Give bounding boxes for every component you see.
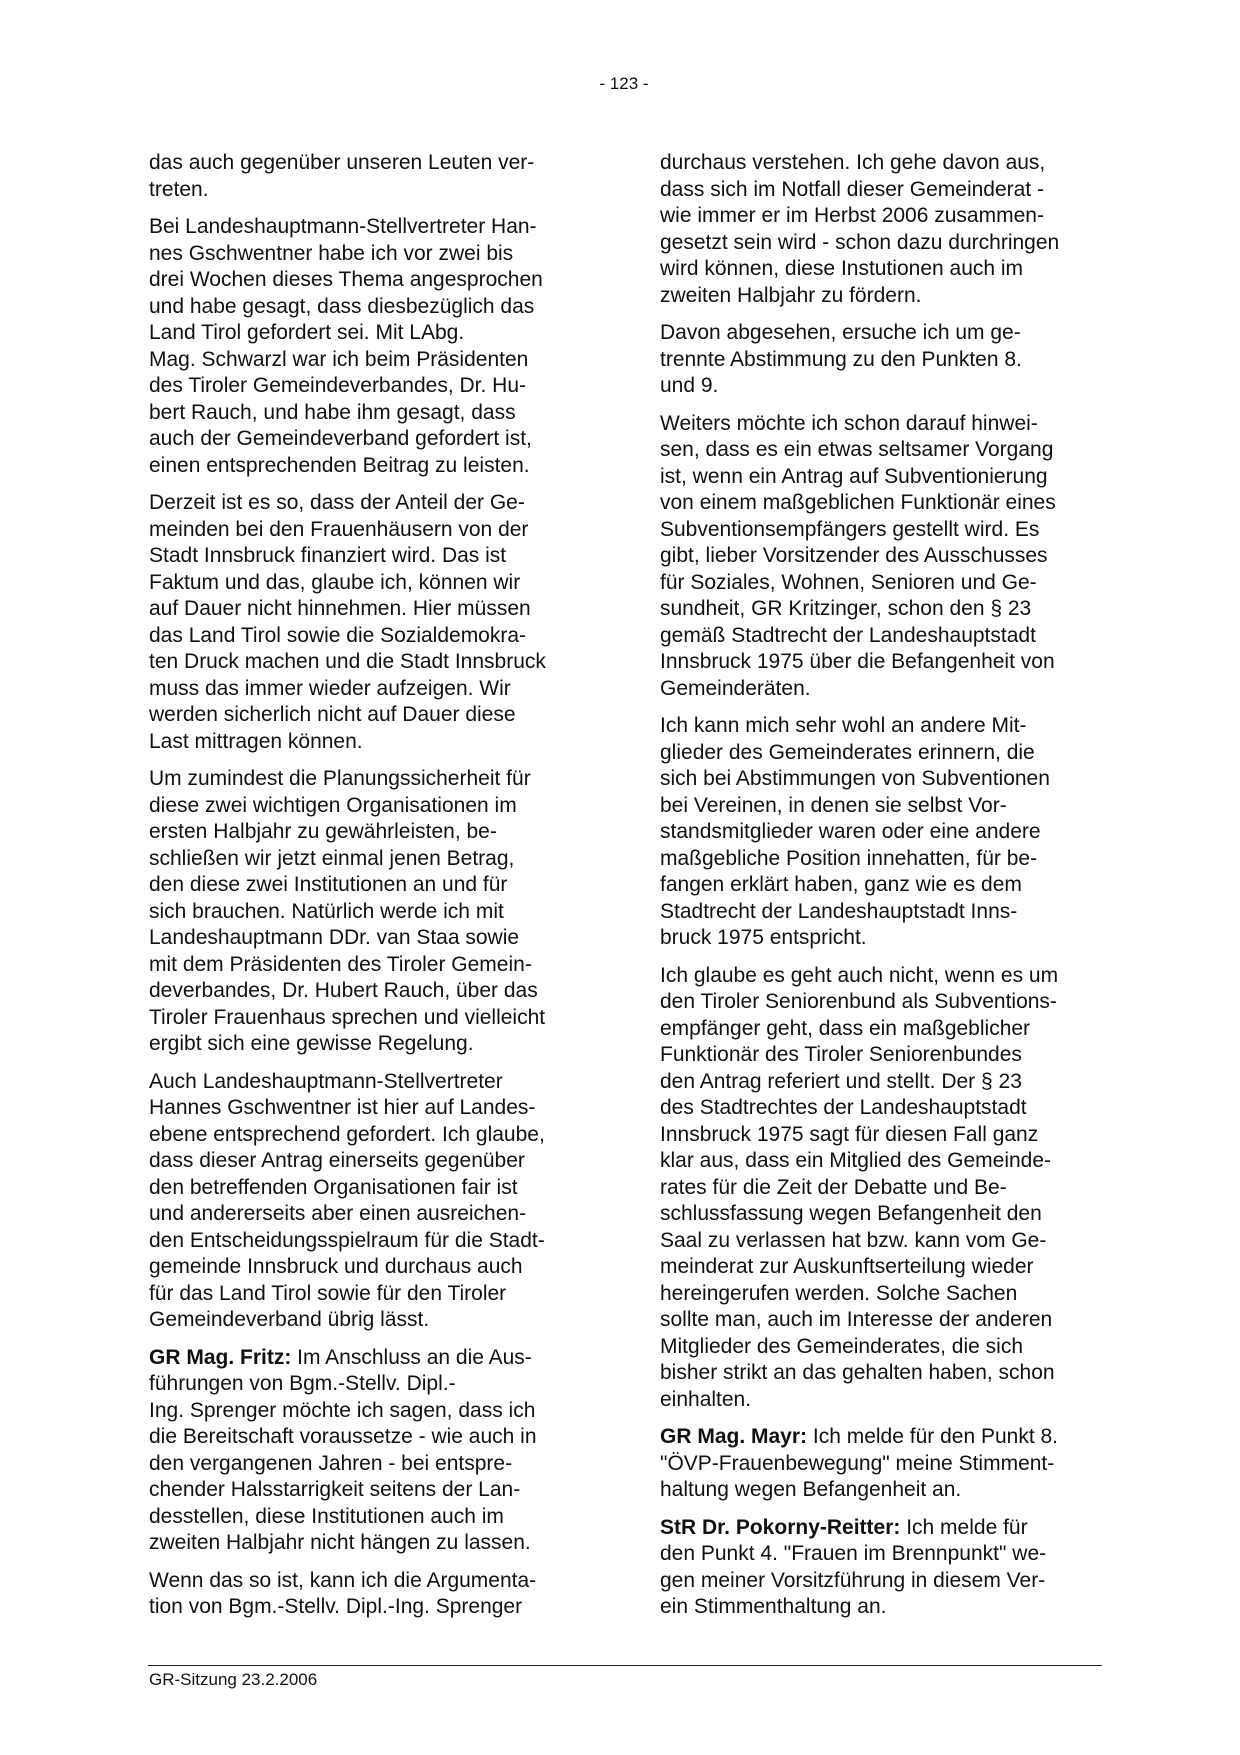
text-line: chender Halsstarrigkeit seitens der Lan- [149,1478,521,1501]
text-line: trennte Abstimmung zu den Punkten 8. [660,347,1022,371]
text-line: Stadt Innsbruck finanziert wird. Das ist [149,544,507,567]
text-line: ten Druck machen und die Stadt Innsbruck [149,650,546,673]
text-line: Innsbruck 1975 sagt für diesen Fall ganz [660,1122,1039,1146]
text-line: bert Rauch, und habe ihm gesagt, dass [149,400,516,424]
text-line: Land Tirol gefordert sei. Mit LAbg. [149,321,465,344]
text-line: tion von Bgm.-Stellv. Dipl.-Ing. Sprenger [149,1595,523,1618]
text-line: den Entscheidungsspielraum für die Stadt- [149,1228,545,1252]
footer-session-date: GR-Sitzung 23.2.2006 [149,1670,318,1689]
paragraph [660,963,1110,1414]
text-line: Auch Landeshauptmann-Stellvertreter [149,1069,503,1093]
speaker-name: GR Mag. Fritz: [149,1345,292,1369]
text-line: ein Stimmenthaltung an. [660,1595,887,1618]
text-line: Mitglieder des Gemeinderates, die sich [660,1334,1024,1358]
paragraph [660,320,1110,400]
text-line: drei Wochen dieses Thema angesprochen [149,268,543,291]
speaker-statement: Im Anschluss an die Aus- [291,1345,532,1369]
paragraph [660,150,1110,309]
text-line: den Punkt 4. "Frauen im Brennpunkt" we- [660,1542,1047,1565]
text-line: klar aus, dass ein Mitglied des Gemeinde- [660,1149,1052,1172]
text-line: maßgebliche Position innehatten, für be- [660,846,1038,870]
paragraph [149,1069,594,1334]
paragraph [660,1515,1110,1621]
text-line: Ing. Sprenger möchte ich sagen, dass ich [149,1398,536,1422]
text-line: fangen erklärt haben, ganz wie es dem [660,873,1022,896]
text-line: die Bereitschaft voraussetze - wie auch in [149,1425,537,1448]
text-line: bisher strikt an das gehalten haben, schon [660,1361,1055,1384]
text-line: hereingerufen werden. Solche Sachen [660,1281,1018,1305]
text-line: ist, wenn ein Antrag auf Subventionierung [660,464,1048,488]
text-line: haltung wegen Befangenheit an. [660,1478,962,1501]
text-line: Landeshauptmann DDr. van Staa sowie [149,926,520,949]
text-line: wird können, diese Instutionen auch im [660,257,1024,280]
text-line: für Soziales, Wohnen, Senioren und Ge- [660,570,1037,594]
text-line: gibt, lieber Vorsitzender des Ausschusses [660,544,1048,567]
text-line: einhalten. [660,1387,752,1411]
paragraph [660,1424,1110,1504]
text-line: Saal zu verlassen hat bzw. kann vom Ge- [660,1228,1047,1252]
text-line: des Tiroler Gemeindeverbandes, Dr. Hu- [149,374,527,397]
text-line: bruck 1975 entspricht. [660,926,867,949]
text-line: Um zumindest die Planungssicherheit für [149,767,531,790]
paragraph [149,490,594,755]
paragraph [660,713,1110,952]
text-line: wie immer er im Herbst 2006 zusammen- [660,204,1044,227]
text-line: Ich glaube es geht auch nicht, wenn es um [660,963,1059,987]
text-line: zweiten Halbjahr zu fördern. [660,283,922,307]
text-line: werden sicherlich nicht auf Dauer diese [149,703,516,726]
text-line: sollte man, auch im Interesse der anderen [660,1308,1053,1331]
page-number: - 123 - [599,74,649,93]
text-line: ersten Halbjahr zu gewährleisten, be- [149,820,497,843]
text-line: das auch gegenüber unseren Leuten ver- [149,151,535,174]
text-line: Innsbruck 1975 über die Befangenheit von [660,650,1055,673]
text-line: bei Vereinen, in denen sie selbst Vor- [660,793,1007,817]
text-line: dass dieser Antrag einerseits gegenüber [149,1149,525,1172]
text-line: den vergangenen Jahren - bei entspre- [149,1451,513,1475]
text-line: und andererseits aber einen ausreichen- [149,1202,527,1225]
text-line: empfänger geht, dass ein maßgeblicher [660,1016,1031,1040]
text-line: rates für die Zeit der Debatte und Be- [660,1175,1007,1199]
text-line: einen entsprechenden Beitrag zu leisten. [149,453,530,477]
text-line: den betreffenden Organisationen fair ist [149,1175,518,1199]
paragraph [660,411,1110,703]
text-line: ebene entsprechend gefordert. Ich glaube, [149,1122,545,1146]
text-line: Subventionsempfängers gestellt wird. Es [660,517,1040,541]
text-line: Gemeindeverband übrig lässt. [149,1308,430,1331]
text-line: und 9. [660,374,719,397]
speaker-statement: Ich melde für [900,1515,1028,1539]
text-line: führungen von Bgm.-Stellv. Dipl.- [149,1372,456,1395]
text-line: das Land Tirol sowie die Sozialdemokra- [149,623,527,647]
text-line: "ÖVP-Frauenbewegung" meine Stimment- [660,1451,1055,1475]
footer-divider [148,1665,1102,1666]
text-line: muss das immer wieder aufzeigen. Wir [149,676,511,700]
text-line: Bei Landeshauptmann-Stellvertreter Han- [149,215,537,238]
text-line: gesetzt sein wird - schon dazu durchringen [660,230,1060,254]
paragraph [149,766,594,1058]
text-line: von einem maßgeblichen Funktionär eines [660,491,1056,514]
text-line: schlussfassung wegen Befangenheit den [660,1202,1042,1225]
text-line: standsmitglieder waren oder eine andere [660,820,1041,843]
speaker-name: GR Mag. Mayr: [660,1425,808,1448]
text-line: für das Land Tirol sowie für den Tiroler [149,1281,507,1305]
text-line: Stadtrecht der Landeshauptstadt Inns- [660,899,1018,923]
text-line: Weiters möchte ich schon darauf hinwei- [660,411,1038,435]
text-line: auch der Gemeindeverband gefordert ist, [149,427,532,450]
text-line: meinden bei den Frauenhäusern von der [149,517,529,541]
text-line: sundheit, GR Kritzinger, schon den § 23 [660,597,1032,620]
text-line: Wenn das so ist, kann ich die Argumenta- [149,1568,537,1592]
text-line: Hannes Gschwentner ist hier auf Landes- [149,1096,536,1119]
text-line: sich bei Abstimmungen von Subventionen [660,767,1050,790]
text-line: deverbandes, Dr. Hubert Rauch, über das [149,979,538,1002]
text-line: zweiten Halbjahr nicht hängen zu lassen. [149,1531,531,1554]
text-column-right [660,150,1110,1632]
text-line: treten. [149,177,209,201]
text-line: den Tiroler Seniorenbund als Subventions- [660,990,1057,1013]
text-line: ergibt sich eine gewisse Regelung. [149,1032,474,1055]
text-line: sich brauchen. Natürlich werde ich mit [149,899,504,923]
text-line: gemeinde Innsbruck und durchaus auch [149,1255,523,1278]
text-line: schließen wir jetzt einmal jenen Betrag, [149,846,515,870]
text-line: desstellen, diese Institutionen auch im [149,1504,504,1528]
text-line: Derzeit ist es so, dass der Anteil der Ge- [149,491,525,514]
text-line: Tiroler Frauenhaus sprechen und vielleicht [149,1005,546,1029]
text-line: Mag. Schwarzl war ich beim Präsidenten [149,347,529,371]
speaker-name: StR Dr. Pokorny-Reitter: [660,1515,901,1539]
text-line: den Antrag referiert und stellt. Der § 23 [660,1069,1022,1093]
text-column-left [149,150,594,1632]
text-line: Ich kann mich sehr wohl an andere Mit- [660,714,1027,737]
text-line [660,1424,1110,1451]
paragraph [149,214,594,479]
text-line: glieder des Gemeinderates erinnern, die [660,740,1035,764]
text-line: Funktionär des Tiroler Seniorenbundes [660,1043,1022,1066]
text-line: gemäß Stadtrecht der Landeshauptstadt [660,623,1036,647]
paragraph [149,1568,594,1621]
paragraph [149,150,594,203]
text-line: und habe gesagt, dass diesbezüglich das [149,294,535,318]
speaker-statement: Ich melde für den Punkt 8. [807,1425,1059,1448]
text-line: Faktum und das, glaube ich, können wir [149,570,521,594]
text-line [660,1515,1110,1542]
text-line: meinderat zur Auskunftserteilung wieder [660,1255,1034,1278]
text-line: Last mittragen können. [149,729,363,753]
text-line: Gemeinderäten. [660,676,811,700]
text-line: sen, dass es ein etwas seltsamer Vorgang [660,438,1054,461]
text-line: nes Gschwentner habe ich vor zwei bis [149,241,514,265]
text-line: durchaus verstehen. Ich gehe davon aus, [660,151,1046,174]
text-line: des Stadtrechtes der Landeshauptstadt [660,1096,1027,1119]
text-line: Davon abgesehen, ersuche ich um ge- [660,321,1021,344]
text-line: dass sich im Notfall dieser Gemeinderat - [660,177,1044,201]
text-line [149,1345,594,1372]
text-line: mit dem Präsidenten des Tiroler Gemein- [149,952,532,976]
paragraph [149,1345,594,1557]
text-line: auf Dauer nicht hinnehmen. Hier müssen [149,597,531,620]
text-line: gen meiner Vorsitzführung in diesem Ver- [660,1568,1046,1592]
text-line: diese zwei wichtigen Organisationen im [149,793,517,817]
text-line: den diese zwei Institutionen an und für [149,873,508,896]
